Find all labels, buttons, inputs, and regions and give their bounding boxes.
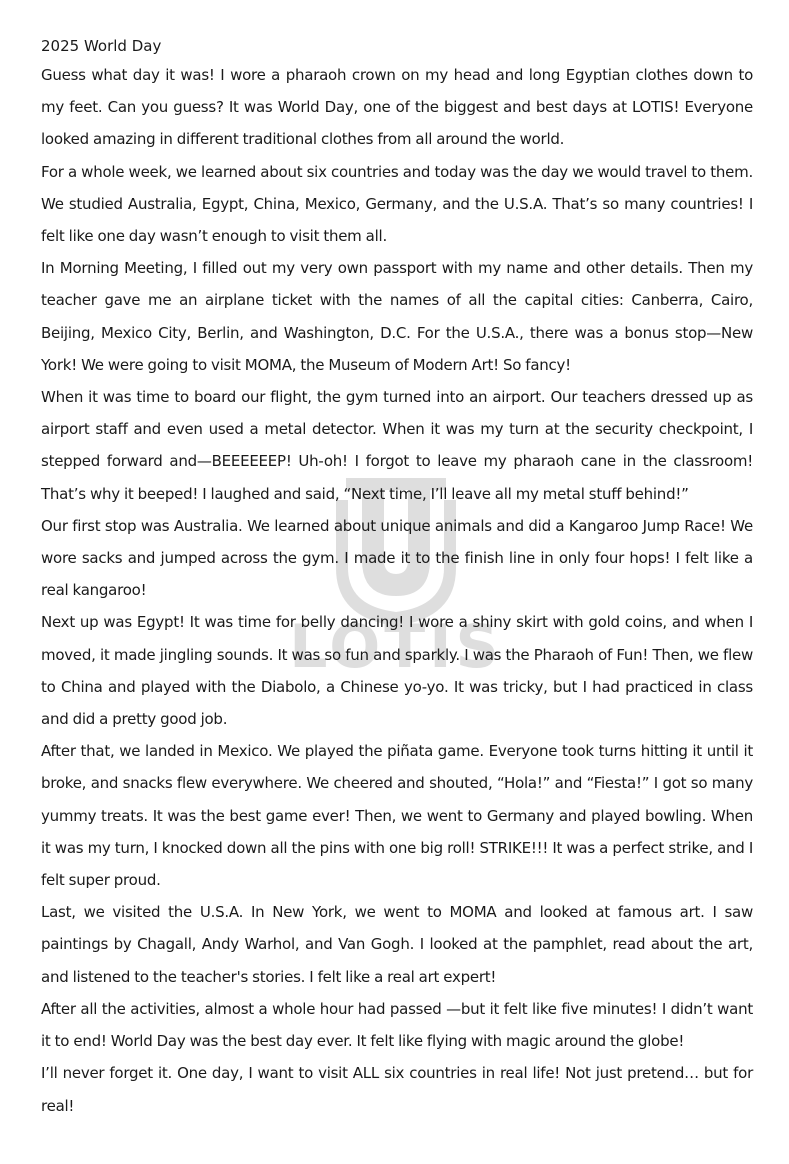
paragraph-4: When it was time to board our flight, the gym turned into an airport. Our teachers dressed up as airport staff and even used a metal detector. When it was my turn at the security checkpoint, I stepped forward and—BEEEEEEP! Uh-oh! I forgot to leave my pharaoh cane in the classroom! That’s why it beeped! I laughed and said, “Next time, I’ll leave all my metal stuff behind!” xyxy=(41,388,753,503)
paragraph-2: For a whole week, we learned about six countries and today was the day we would travel to them. We studied Australia, Egypt, China, Mexico, Germany, and the U.S.A. That’s so many countries! I felt like one day wasn’t enough to visit them all. xyxy=(41,162,753,246)
paragraph-10: I’ll never forget it. One day, I want to visit ALL six countries in real life! Not just pretend… but for real! xyxy=(41,1064,753,1115)
paragraph-5: Our first stop was Australia. We learned about unique animals and did a Kangaroo Jump Race! We wore sacks and jumped across the gym. I made it to the finish line in only four hops! I felt like a real kangaroo! xyxy=(41,516,753,600)
paragraph-6: Next up was Egypt! It was time for belly dancing! I wore a shiny skirt with gold coins, and when I moved, it made jingling sounds. It was so fun and sparkly. I was the Pharaoh of Fun! Then, we flew to China and played with the Diabolo, a Chinese yo-yo. It was tricky, but I had practiced in class and did a pretty good job. xyxy=(41,613,753,729)
paragraph-9: After all the activities, almost a whole hour had passed —but it felt like five minutes! I didn’t want it to end! World Day was the best day ever. It felt like flying with magic around the globe! xyxy=(41,999,753,1051)
document-page xyxy=(41,33,753,1122)
paragraph-7: After that, we landed in Mexico. We played the piñata game. Everyone took turns hitting it until it broke, and snacks flew everywhere. We cheered and shouted, “Hola!” and “Fiesta!” I got so many yummy treats. It was the best game ever! Then, we went to Germany and played bowling. When it was my turn, I knocked down all the pins with one big roll! STRIKE!!! It was a perfect strike, and I felt super proud. xyxy=(41,742,753,890)
paragraph-3: In Morning Meeting, I filled out my very own passport with my name and other details. Then my teacher gave me an airplane ticket with the names of all the capital cities: Canberra, Cairo, Beijing, Mexico City, Berlin, and Washington, D.C. For the U.S.A., there was a bonus stop—New York! We were going to visit MOMA, the Museum of Modern Art! So fancy! xyxy=(41,259,753,374)
paragraph-1: Guess what day it was! I wore a pharaoh crown on my head and long Egyptian clothes down to my feet. Can you guess? It was World Day, one of the biggest and best days at LOTIS! Everyone looked amazing in different traditional clothes from all around the world. xyxy=(41,66,753,149)
paragraph-8: Last, we visited the U.S.A. In New York, we went to MOMA and looked at famous art. I saw paintings by Chagall, Andy Warhol, and Van Gogh. I looked at the pamphlet, read about the art, and listened to the teacher's stories. I felt like a real art expert! xyxy=(41,903,753,986)
watermark-text: LOTIS xyxy=(289,612,503,682)
document-title: 2025 World Day xyxy=(41,37,162,55)
